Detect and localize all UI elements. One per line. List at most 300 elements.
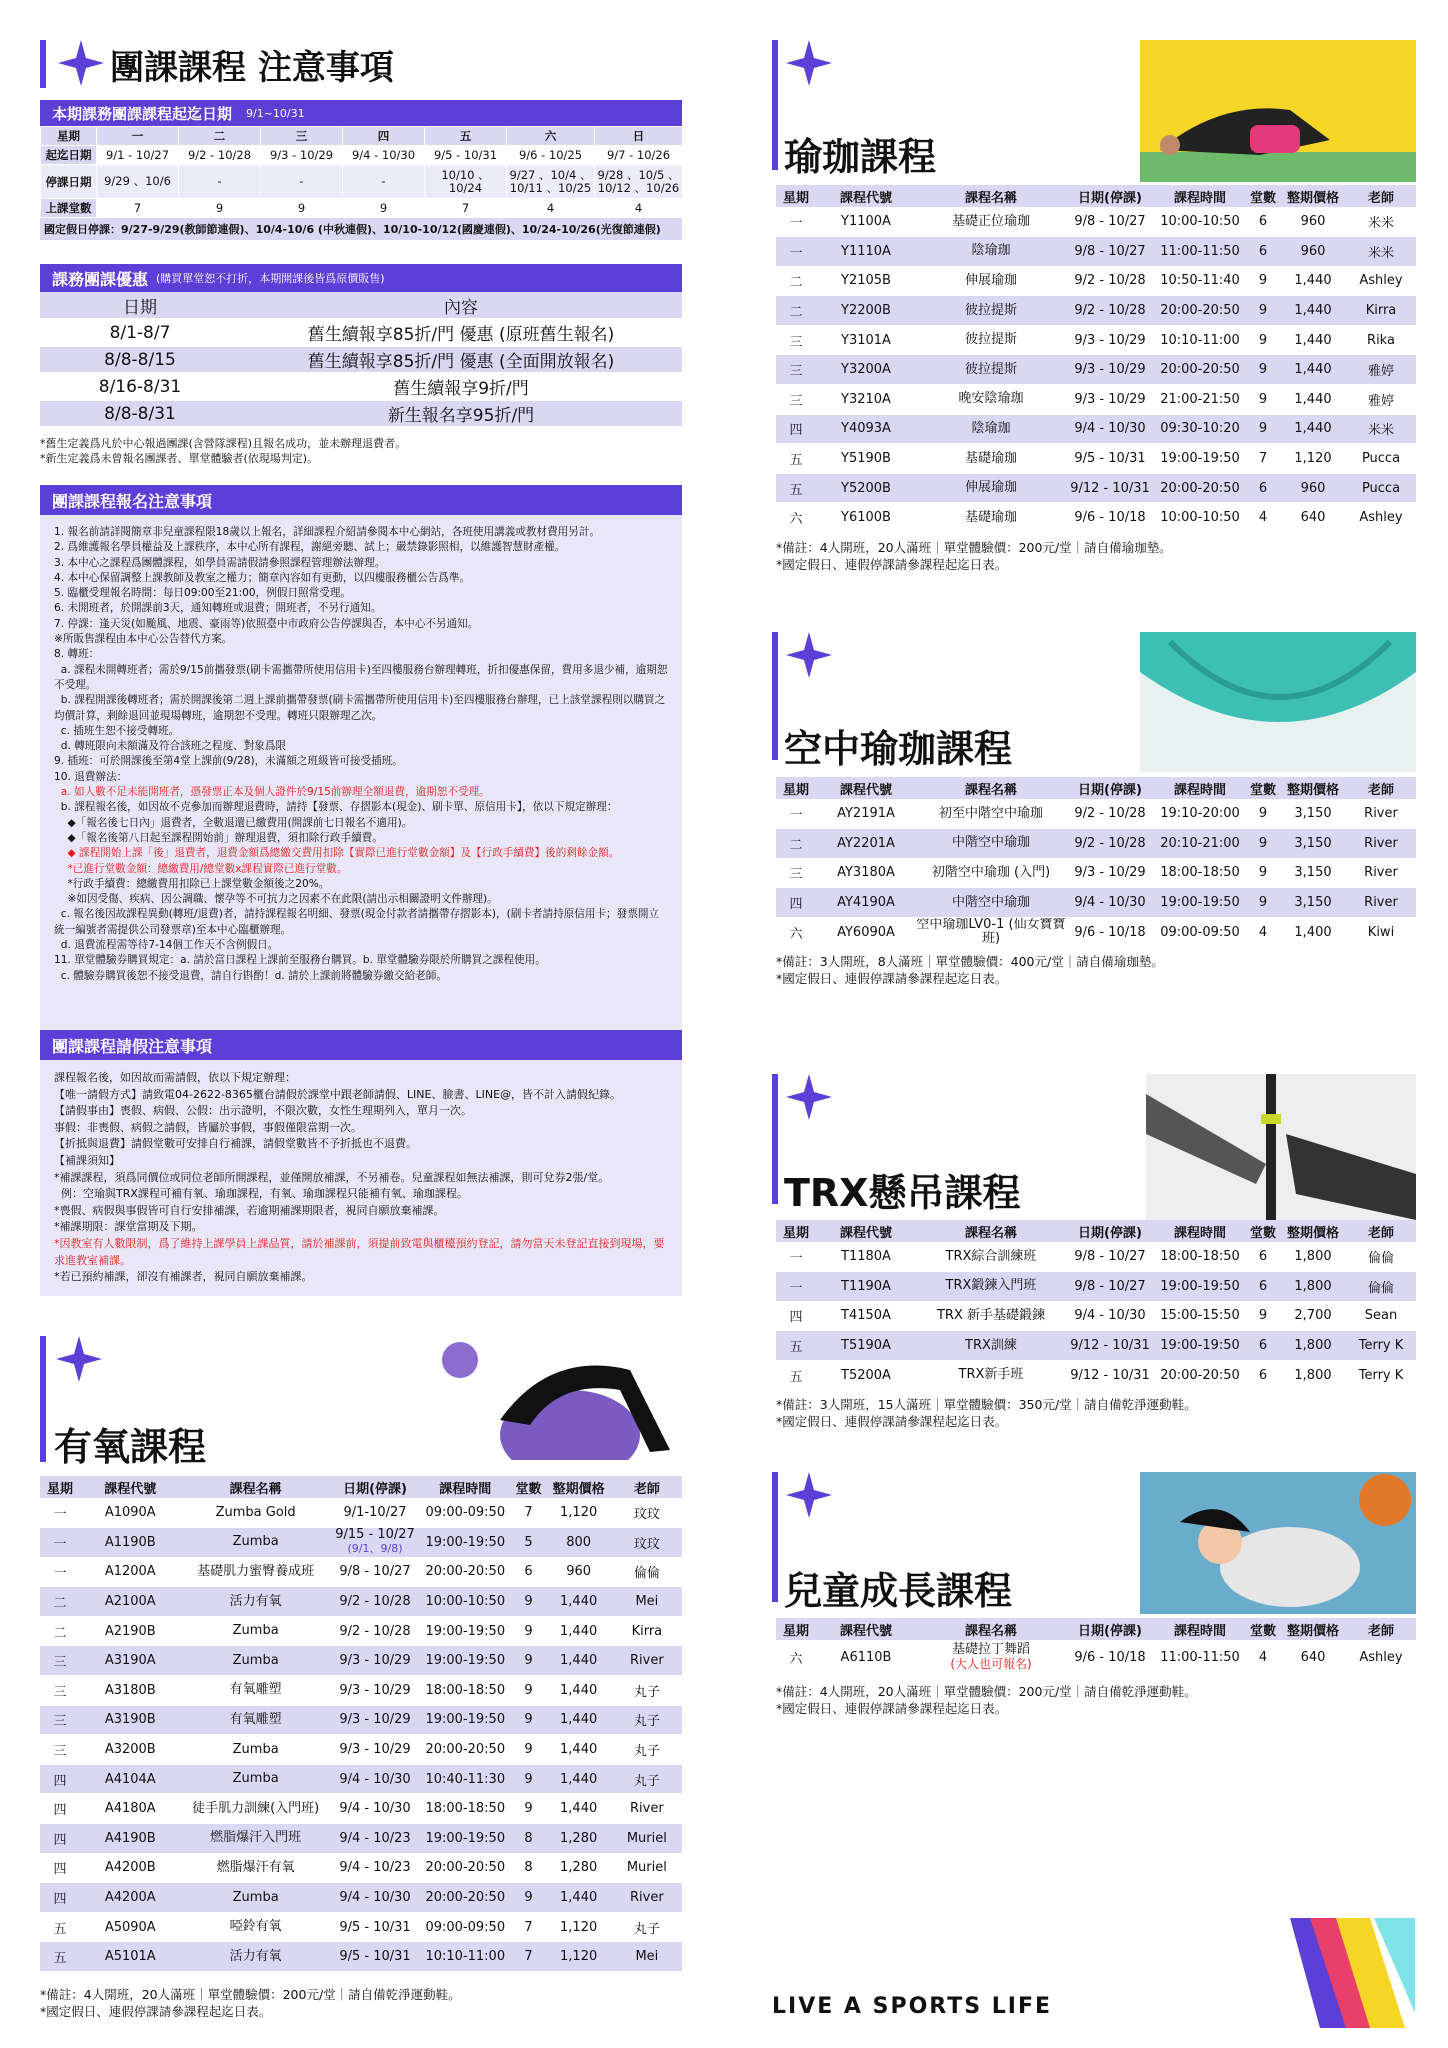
aerobic-cell: 丸子 [612, 1764, 682, 1794]
period-title: 本期課務團課課程起迄日期 [52, 104, 233, 123]
yoga-cell: 基礎瑜珈 [916, 444, 1066, 474]
yoga-cell: Ashley [1346, 266, 1416, 296]
trx-note: *備註：3人開班，15人滿班｜單堂體驗價：350元/堂｜請自備乾淨運動鞋。 [776, 1397, 1197, 1413]
trx-cell: 19:00-19:50 [1154, 1331, 1246, 1361]
yoga-cell: Y5190B [816, 444, 916, 474]
star-icon [786, 40, 832, 86]
aerial-cell: 中階空中瑜珈 [916, 888, 1066, 918]
table-row [776, 444, 1416, 474]
aerial-cell: 9 [1246, 888, 1280, 918]
yoga-cell: Y1100A [816, 207, 916, 237]
kids-cell: A6110B [816, 1640, 916, 1676]
trx-cell: 倫倫 [1346, 1272, 1416, 1302]
trx-cell: T4150A [816, 1301, 916, 1331]
yoga-cell: 09:30-10:20 [1154, 414, 1246, 444]
trx-cell: 倫倫 [1346, 1242, 1416, 1272]
period-row-label: 上課堂數 [41, 199, 97, 218]
yoga-table [776, 185, 1416, 533]
leave-line: *補課期限：課堂當期及下期。 [54, 1220, 203, 1234]
trx-cell: 一 [776, 1272, 816, 1302]
aerial-cell: 3,150 [1280, 888, 1346, 918]
discount-notes [40, 436, 682, 466]
yoga-cell: 伸展瑜珈 [916, 266, 1066, 296]
discount-cell: 8/8-8/31 [40, 400, 240, 427]
yoga-cell: 640 [1280, 503, 1346, 533]
yoga-cell: 4 [1246, 503, 1280, 533]
yoga-cell: 三 [776, 355, 816, 385]
trx-cell: T1180A [816, 1242, 916, 1272]
leave-body [40, 1060, 682, 1296]
yoga-cell: 21:00-21:50 [1154, 385, 1246, 415]
leave-header: 團課課程請假注意事項 [40, 1030, 682, 1060]
yoga-cell: 米米 [1346, 414, 1416, 444]
schedule-col-header: 老師 [1346, 1618, 1416, 1640]
aerobic-cell: 三 [40, 1676, 80, 1706]
accent-bar [772, 1074, 778, 1204]
schedule-col-header: 老師 [612, 1476, 682, 1498]
rules-line: c. 插班生恕不接受轉班。 [54, 724, 180, 737]
trx-cell: 五 [776, 1360, 816, 1390]
yoga-cell: 三 [776, 385, 816, 415]
holiday-note: 國定假日停課：9/27-9/29(教師節連假)、10/4-10/6 (中秋連假)、10/10-10/12(國慶連假)、10/24-10/26(光復節連假) [40, 218, 682, 240]
schedule-col-header: 堂數 [1246, 777, 1280, 799]
discount-note: *新生定義爲未曾報名團課者、單堂體驗者(依現場判定)。 [40, 452, 319, 465]
rules-section [40, 485, 682, 1038]
yoga-cell: 米米 [1346, 237, 1416, 267]
aerial-cell: 9/2 - 10/28 [1066, 829, 1154, 859]
aerial-cell: 18:00-18:50 [1154, 858, 1246, 888]
aerobic-cell: Muriel [612, 1853, 682, 1883]
aerobic-cell: 9/5 - 10/31 [331, 1912, 419, 1942]
discount-cell: 8/1-8/7 [40, 319, 240, 346]
aerobic-cell: 1,120 [546, 1912, 612, 1942]
aerial-cell: 一 [776, 799, 816, 829]
schedule-col-header: 星期 [776, 1618, 816, 1640]
trx-cell: Sean [1346, 1301, 1416, 1331]
aerobic-cell: 玟玟 [612, 1498, 682, 1528]
aerial-cell: AY6090A [816, 917, 916, 947]
aerial-cell: 19:00-19:50 [1154, 888, 1246, 918]
aerobic-cell: 7 [511, 1912, 545, 1942]
aerial-cell: 二 [776, 829, 816, 859]
rules-line: d. 轉班限向未額滿及符合該班之程度、對象爲限 [54, 740, 287, 753]
accent-bar [40, 1336, 46, 1462]
yoga-cell: 960 [1280, 473, 1346, 503]
yoga-cell: 陰瑜珈 [916, 414, 1066, 444]
trx-schedule [776, 1220, 1416, 1430]
aerial-cell: 初階空中瑜珈 (入門) [916, 858, 1066, 888]
period-cell: 9 [343, 199, 425, 218]
trx-cell: 1,800 [1280, 1331, 1346, 1361]
period-cell: 9/4 - 10/30 [343, 146, 425, 165]
aerobic-cell: 9/4 - 10/23 [331, 1853, 419, 1883]
discount-cell: 舊生續報享9折/門 [240, 373, 682, 400]
aerobic-cell: 9 [511, 1794, 545, 1824]
schedule-col-header: 整期價格 [1280, 777, 1346, 799]
yoga-cell: 19:00-19:50 [1154, 444, 1246, 474]
trx-cell: 18:00-18:50 [1154, 1242, 1246, 1272]
yoga-cell: 1,440 [1280, 325, 1346, 355]
schedule-col-header: 課程代號 [816, 185, 916, 207]
trx-cell: 9/12 - 10/31 [1066, 1360, 1154, 1390]
aerial-cell: Kiwi [1346, 917, 1416, 947]
table-row [776, 385, 1416, 415]
table-row [40, 1942, 682, 1972]
aerobic-cell: 18:00-18:50 [419, 1794, 511, 1824]
yoga-cell: 晚安陰瑜珈 [916, 385, 1066, 415]
aerial-cell: 09:00-09:50 [1154, 917, 1246, 947]
aerobic-cell: 10:10-11:00 [419, 1942, 511, 1972]
aerobic-cell: 7 [511, 1942, 545, 1972]
trx-cell: 6 [1246, 1272, 1280, 1302]
aerobic-cell: 丸子 [612, 1735, 682, 1765]
schedule-col-header: 堂數 [1246, 185, 1280, 207]
yoga-cell: 9/6 - 10/18 [1066, 503, 1154, 533]
aerobic-cell: 9/3 - 10/29 [331, 1705, 419, 1735]
schedule-col-header: 老師 [1346, 185, 1416, 207]
aerial-notes [776, 953, 1416, 987]
aerobic-cell: 960 [546, 1557, 612, 1587]
aerobic-cell: Muriel [612, 1824, 682, 1854]
aerobic-cell: 9/4 - 10/30 [331, 1764, 419, 1794]
table-row [40, 1557, 682, 1587]
kids-cell: Ashley [1346, 1640, 1416, 1676]
table-row [776, 1301, 1416, 1331]
yoga-cell: 9/3 - 10/29 [1066, 385, 1154, 415]
trx-title: TRX懸吊課程 [784, 1171, 1021, 1215]
aerobic-cell: 活力有氧 [180, 1587, 330, 1617]
table-row [776, 266, 1416, 296]
schedule-col-header: 星期 [776, 777, 816, 799]
aerobic-cell: 19:00-19:50 [419, 1646, 511, 1676]
schedule-col-header: 課程時間 [1154, 185, 1246, 207]
aerobic-cell: A1190B [80, 1528, 180, 1558]
leave-section [40, 1030, 682, 1296]
yoga-cell: 1,440 [1280, 414, 1346, 444]
table-row [776, 829, 1416, 859]
aerobic-cell: 一 [40, 1498, 80, 1528]
yoga-cell: 9/3 - 10/29 [1066, 355, 1154, 385]
trx-cell: 一 [776, 1242, 816, 1272]
discount-cell: 新生報名享95折/門 [240, 400, 682, 427]
period-cell: 9/2 - 10/28 [179, 146, 261, 165]
yoga-cell: Y3200A [816, 355, 916, 385]
aerobic-cell: 二 [40, 1587, 80, 1617]
schedule-col-header: 整期價格 [1280, 1618, 1346, 1640]
aerobic-cell: 1,440 [546, 1587, 612, 1617]
yoga-cell: 9/8 - 10/27 [1066, 207, 1154, 237]
yoga-cell: 五 [776, 444, 816, 474]
trx-cell: 20:00-20:50 [1154, 1360, 1246, 1390]
discount-cell: 舊生續報享85折/門 優惠 (原班舊生報名) [240, 319, 682, 346]
aerobic-cell: 四 [40, 1764, 80, 1794]
aerial-cell: 9 [1246, 858, 1280, 888]
rules-line: b. 課程開課後轉班者；需於開課後第二週上課前攜帶發票(刷卡需攜帶所使用信用卡)至四樓服務台辦理，已上該堂課程則以購買之均價計算，剩餘退回並現場轉班，逾期恕不受理。轉班只限辦理乙次。 [54, 694, 666, 722]
leave-line: 【請假事由】喪假、病假、公假：出示證明，不限次數，女性生理期列入，單月一次。 [54, 1104, 472, 1118]
yoga-cell: 9 [1246, 325, 1280, 355]
trx-cell: TRX新手班 [916, 1360, 1066, 1390]
yoga-cell: 1,440 [1280, 355, 1346, 385]
rules-line: 10. 退費辦法： [54, 770, 128, 783]
aerobic-cell: 二 [40, 1616, 80, 1646]
page-title: 團課課程 注意事項 [110, 48, 394, 88]
aerobic-cell: Zumba [180, 1764, 330, 1794]
yoga-cell: 五 [776, 473, 816, 503]
trx-cell: 9/8 - 10/27 [1066, 1242, 1154, 1272]
yoga-cell: 9/8 - 10/27 [1066, 237, 1154, 267]
footer-slogan: LIVE A SPORTS LIFE [772, 1994, 1052, 2019]
yoga-note: *國定假日、連假停課請參課程起迄日表。 [776, 557, 1008, 573]
yoga-cell: 9 [1246, 414, 1280, 444]
aerobic-cell: 1,280 [546, 1853, 612, 1883]
schedule-col-header: 課程時間 [419, 1476, 511, 1498]
kids-note: *備註：4人開班，20人滿班｜單堂體驗價：200元/堂｜請自備乾淨運動鞋。 [776, 1683, 1197, 1699]
aerobic-cell: A3190A [80, 1646, 180, 1676]
aerial-cell: AY2201A [816, 829, 916, 859]
aerobic-cell: 1,440 [546, 1764, 612, 1794]
table-row [40, 1528, 682, 1558]
aerial-cell: 三 [776, 858, 816, 888]
aerobic-cell: 9/4 - 10/30 [331, 1794, 419, 1824]
leave-line: *喪假、病假與事假皆可自行安排補課，若逾期補課期限者，視同自願放棄補課。 [54, 1203, 445, 1217]
yoga-notes [776, 539, 1416, 573]
kids-schedule [776, 1618, 1416, 1717]
aerial-cell: AY4190A [816, 888, 916, 918]
aerobic-photo [430, 1340, 680, 1460]
aerobic-cell: 玟玟 [612, 1528, 682, 1558]
aerobic-cell: 9 [511, 1764, 545, 1794]
trx-cell: Terry K [1346, 1331, 1416, 1361]
yoga-note: *備註：4人開班，20人滿班｜單堂體驗價：200元/堂｜請自備瑜珈墊。 [776, 540, 1172, 556]
rules-line: 5. 臨櫃受理報名時間：每日09:00至21:00，例假日照常受理。 [54, 587, 352, 600]
yoga-cell: 10:00-10:50 [1154, 503, 1246, 533]
kids-title: 兒童成長課程 [784, 1569, 1013, 1613]
rules-header: 團課課程報名注意事項 [40, 485, 682, 515]
yoga-cell: Pucca [1346, 473, 1416, 503]
schedule-col-header: 堂數 [511, 1476, 545, 1498]
yoga-cell: Y4093A [816, 414, 916, 444]
aerobic-cell: 9 [511, 1616, 545, 1646]
leave-line: 例：空瑜與TRX課程可補有氧、瑜珈課程，有氧、瑜珈課程只能補有氧、瑜珈課程。 [54, 1187, 468, 1201]
aerobic-cell: 五 [40, 1942, 80, 1972]
aerial-note: *備註：3人開班，8人滿班｜單堂體驗價：400元/堂｜請自備瑜珈墊。 [776, 954, 1164, 970]
period-day-header: 星期 [41, 127, 97, 146]
aerial-cell: River [1346, 858, 1416, 888]
schedule-col-header: 日期(停課) [331, 1476, 419, 1498]
aerobic-cell: 9/1-10/27 [331, 1498, 419, 1528]
table-row [776, 1272, 1416, 1302]
aerial-cell: 9/2 - 10/28 [1066, 799, 1154, 829]
discount-subtitle: (購買單堂恕不打折，本期開課後皆爲原價販售) [156, 272, 385, 285]
table-row [776, 414, 1416, 444]
schedule-col-header: 整期價格 [1280, 1220, 1346, 1242]
rules-line: 8. 轉班： [54, 648, 100, 661]
period-day-header: 一 [97, 127, 179, 146]
kids-notes [776, 1683, 1416, 1717]
period-cell: 9/3 - 10/29 [261, 146, 343, 165]
table-row [776, 1331, 1416, 1361]
period-cell: - [261, 165, 343, 199]
aerial-cell: 四 [776, 888, 816, 918]
table-row [776, 325, 1416, 355]
period-section [40, 100, 682, 240]
brand-logo-icon [1290, 1918, 1420, 2028]
period-row-label: 停課日期 [41, 165, 97, 199]
rules-line: ◆ 課程開始上課「後」退費者，退費金額爲總繳交費用扣除【實際已進行堂數金額】及【行政手續費】後的剩餘金額。 [54, 847, 620, 860]
trx-cell: 6 [1246, 1331, 1280, 1361]
yoga-cell: 960 [1280, 207, 1346, 237]
period-cell: 9 [261, 199, 343, 218]
aerobic-cell: 五 [40, 1912, 80, 1942]
aerobic-cell: 9/3 - 10/29 [331, 1676, 419, 1706]
table-row [776, 917, 1416, 947]
aerobic-cell: Zumba [180, 1528, 330, 1558]
period-day-header: 四 [343, 127, 425, 146]
period-cell: 4 [595, 199, 683, 218]
period-day-header: 二 [179, 127, 261, 146]
trx-cell: 1,800 [1280, 1360, 1346, 1390]
aerobic-cell: 1,440 [546, 1705, 612, 1735]
aerobic-cell: 20:00-20:50 [419, 1883, 511, 1913]
aerial-table [776, 777, 1416, 947]
aerial-cell: 20:10-21:00 [1154, 829, 1246, 859]
aerobic-cell: A2100A [80, 1587, 180, 1617]
aerobic-cell: 19:00-19:50 [419, 1616, 511, 1646]
yoga-cell: 基礎正位瑜珈 [916, 207, 1066, 237]
aerial-cell: 六 [776, 917, 816, 947]
aerobic-cell: 活力有氧 [180, 1942, 330, 1972]
table-row [40, 1794, 682, 1824]
aerobic-cell: Zumba [180, 1883, 330, 1913]
schedule-col-header: 課程名稱 [916, 777, 1066, 799]
table-row [40, 1498, 682, 1528]
yoga-cell: 四 [776, 414, 816, 444]
rules-line: 2. 爲維護報名學員權益及上課秩序，本中心所有課程，謝絕旁聽、試上；嚴禁錄影照相，以維護智慧財產權。 [54, 541, 566, 554]
yoga-cell: 基礎瑜珈 [916, 503, 1066, 533]
leave-line: 【補課須知】 [54, 1153, 120, 1167]
table-row [776, 1360, 1416, 1390]
rules-line: ※如因受傷、疾病、因公調職、懷孕等不可抗力之因素不在此限(請出示相關證明文件辦理)。 [54, 893, 498, 906]
schedule-col-header: 課程代號 [816, 1618, 916, 1640]
aerial-cell: 3,150 [1280, 858, 1346, 888]
period-cell: 9/6 - 10/25 [507, 146, 595, 165]
table-row [776, 1242, 1416, 1272]
aerobic-cell: 19:00-19:50 [419, 1705, 511, 1735]
yoga-cell: 960 [1280, 237, 1346, 267]
trx-cell: 2,700 [1280, 1301, 1346, 1331]
schedule-col-header: 堂數 [1246, 1220, 1280, 1242]
yoga-cell: 彼拉提斯 [916, 296, 1066, 326]
rules-line: a. 課程未開轉班者；需於9/15前攜發票(刷卡需攜帶所使用信用卡)至四樓服務台辦理轉班，折扣優惠保留，費用多退少補，逾期恕不受理。 [54, 663, 668, 691]
rules-line: c. 報名後因故課程異動(轉班/退費)者，請持課程報名明細、發票(現金付款者請攜帶存摺影本)，(刷卡者請持原信用卡；發票開立統一編號者需提供公司發票章)至本中心臨櫃辦理。 [54, 908, 660, 936]
aerobic-cell: A4190B [80, 1824, 180, 1854]
trx-cell: Terry K [1346, 1360, 1416, 1390]
yoga-schedule [776, 185, 1416, 573]
yoga-cell: 20:00-20:50 [1154, 473, 1246, 503]
schedule-col-header: 日期(停課) [1066, 1618, 1154, 1640]
aerial-cell: River [1346, 829, 1416, 859]
period-cell: - [343, 165, 425, 199]
aerial-cell: 9/6 - 10/18 [1066, 917, 1154, 947]
aerobic-note: *國定假日、連假停課請參課程起迄日表。 [40, 2004, 272, 2019]
aerobic-cell: 6 [511, 1557, 545, 1587]
table-row [40, 1587, 682, 1617]
aerobic-notes [40, 1986, 682, 2020]
yoga-cell: Ashley [1346, 503, 1416, 533]
schedule-col-header: 課程名稱 [916, 1618, 1066, 1640]
yoga-cell: 六 [776, 503, 816, 533]
yoga-cell: 9 [1246, 355, 1280, 385]
discount-section [40, 264, 682, 466]
aerobic-cell: A3190B [80, 1705, 180, 1735]
aerobic-date-note: (9/1、9/8) [347, 1542, 403, 1556]
kids-cell: 4 [1246, 1640, 1280, 1676]
yoga-cell: 陰瑜珈 [916, 237, 1066, 267]
table-row [776, 799, 1416, 829]
aerobic-cell: 丸子 [612, 1912, 682, 1942]
aerial-cell: 9 [1246, 829, 1280, 859]
yoga-cell: Y3210A [816, 385, 916, 415]
schedule-col-header: 課程代號 [816, 777, 916, 799]
aerobic-cell: Zumba [180, 1735, 330, 1765]
yoga-photo [1140, 40, 1416, 182]
leave-line: 【唯一請假方式】請致電04-2622-8365櫃台請假於課堂中跟老師請假、LINE、臉書、LINE@，皆不計入請假紀錄。 [54, 1087, 622, 1101]
aerobic-cell: Zumba [180, 1646, 330, 1676]
aerobic-cell: 20:00-20:50 [419, 1735, 511, 1765]
leave-line: 【折抵與退費】請假堂數可安排自行補課，請假堂數皆不予折抵也不退費。 [54, 1137, 417, 1151]
aerobic-cell: 燃脂爆汗有氧 [180, 1853, 330, 1883]
table-row [40, 1883, 682, 1913]
trx-cell: TRX綜合訓練班 [916, 1242, 1066, 1272]
accent-bar [772, 1472, 778, 1602]
yoga-cell: Rika [1346, 325, 1416, 355]
kids-cell: 640 [1280, 1640, 1346, 1676]
aerobic-cell: River [612, 1646, 682, 1676]
yoga-cell: 6 [1246, 207, 1280, 237]
yoga-cell: Kirra [1346, 296, 1416, 326]
yoga-cell: 1,440 [1280, 385, 1346, 415]
aerobic-cell: 9/2 - 10/28 [331, 1587, 419, 1617]
schedule-col-header: 日期(停課) [1066, 777, 1154, 799]
yoga-cell: 彼拉提斯 [916, 325, 1066, 355]
star-icon [58, 40, 104, 86]
yoga-cell: 9/12 - 10/31 [1066, 473, 1154, 503]
yoga-cell: 一 [776, 207, 816, 237]
aerobic-cell: 10:40-11:30 [419, 1764, 511, 1794]
rules-line: 7. 停課：逢天災(如颱風、地震、豪雨等)依照臺中市政府公告停課與否，本中心不另通知。 [54, 617, 479, 630]
yoga-cell: Y2200B [816, 296, 916, 326]
period-cell: 9/28 、10/5 、 10/12 、10/26 [595, 165, 683, 199]
accent-bar [772, 40, 778, 170]
aerobic-cell: 1,440 [546, 1794, 612, 1824]
period-cell: 9/29 、10/6 [97, 165, 179, 199]
yoga-cell: 一 [776, 237, 816, 267]
aerobic-cell: 19:00-19:50 [419, 1824, 511, 1854]
aerobic-cell: 9 [511, 1735, 545, 1765]
schedule-col-header: 日期(停課) [1066, 1220, 1154, 1242]
table-row [40, 1824, 682, 1854]
aerobic-cell: 四 [40, 1883, 80, 1913]
period-day-header: 五 [425, 127, 507, 146]
yoga-cell: Y3101A [816, 325, 916, 355]
table-row [40, 1912, 682, 1942]
table-row [776, 473, 1416, 503]
aerobic-cell: 09:00-09:50 [419, 1498, 511, 1528]
period-cell: 9/27 、10/4 、 10/11 、10/25 [507, 165, 595, 199]
schedule-col-header: 課程時間 [1154, 1618, 1246, 1640]
aerobic-cell: 9 [511, 1587, 545, 1617]
yoga-cell: 1,440 [1280, 266, 1346, 296]
